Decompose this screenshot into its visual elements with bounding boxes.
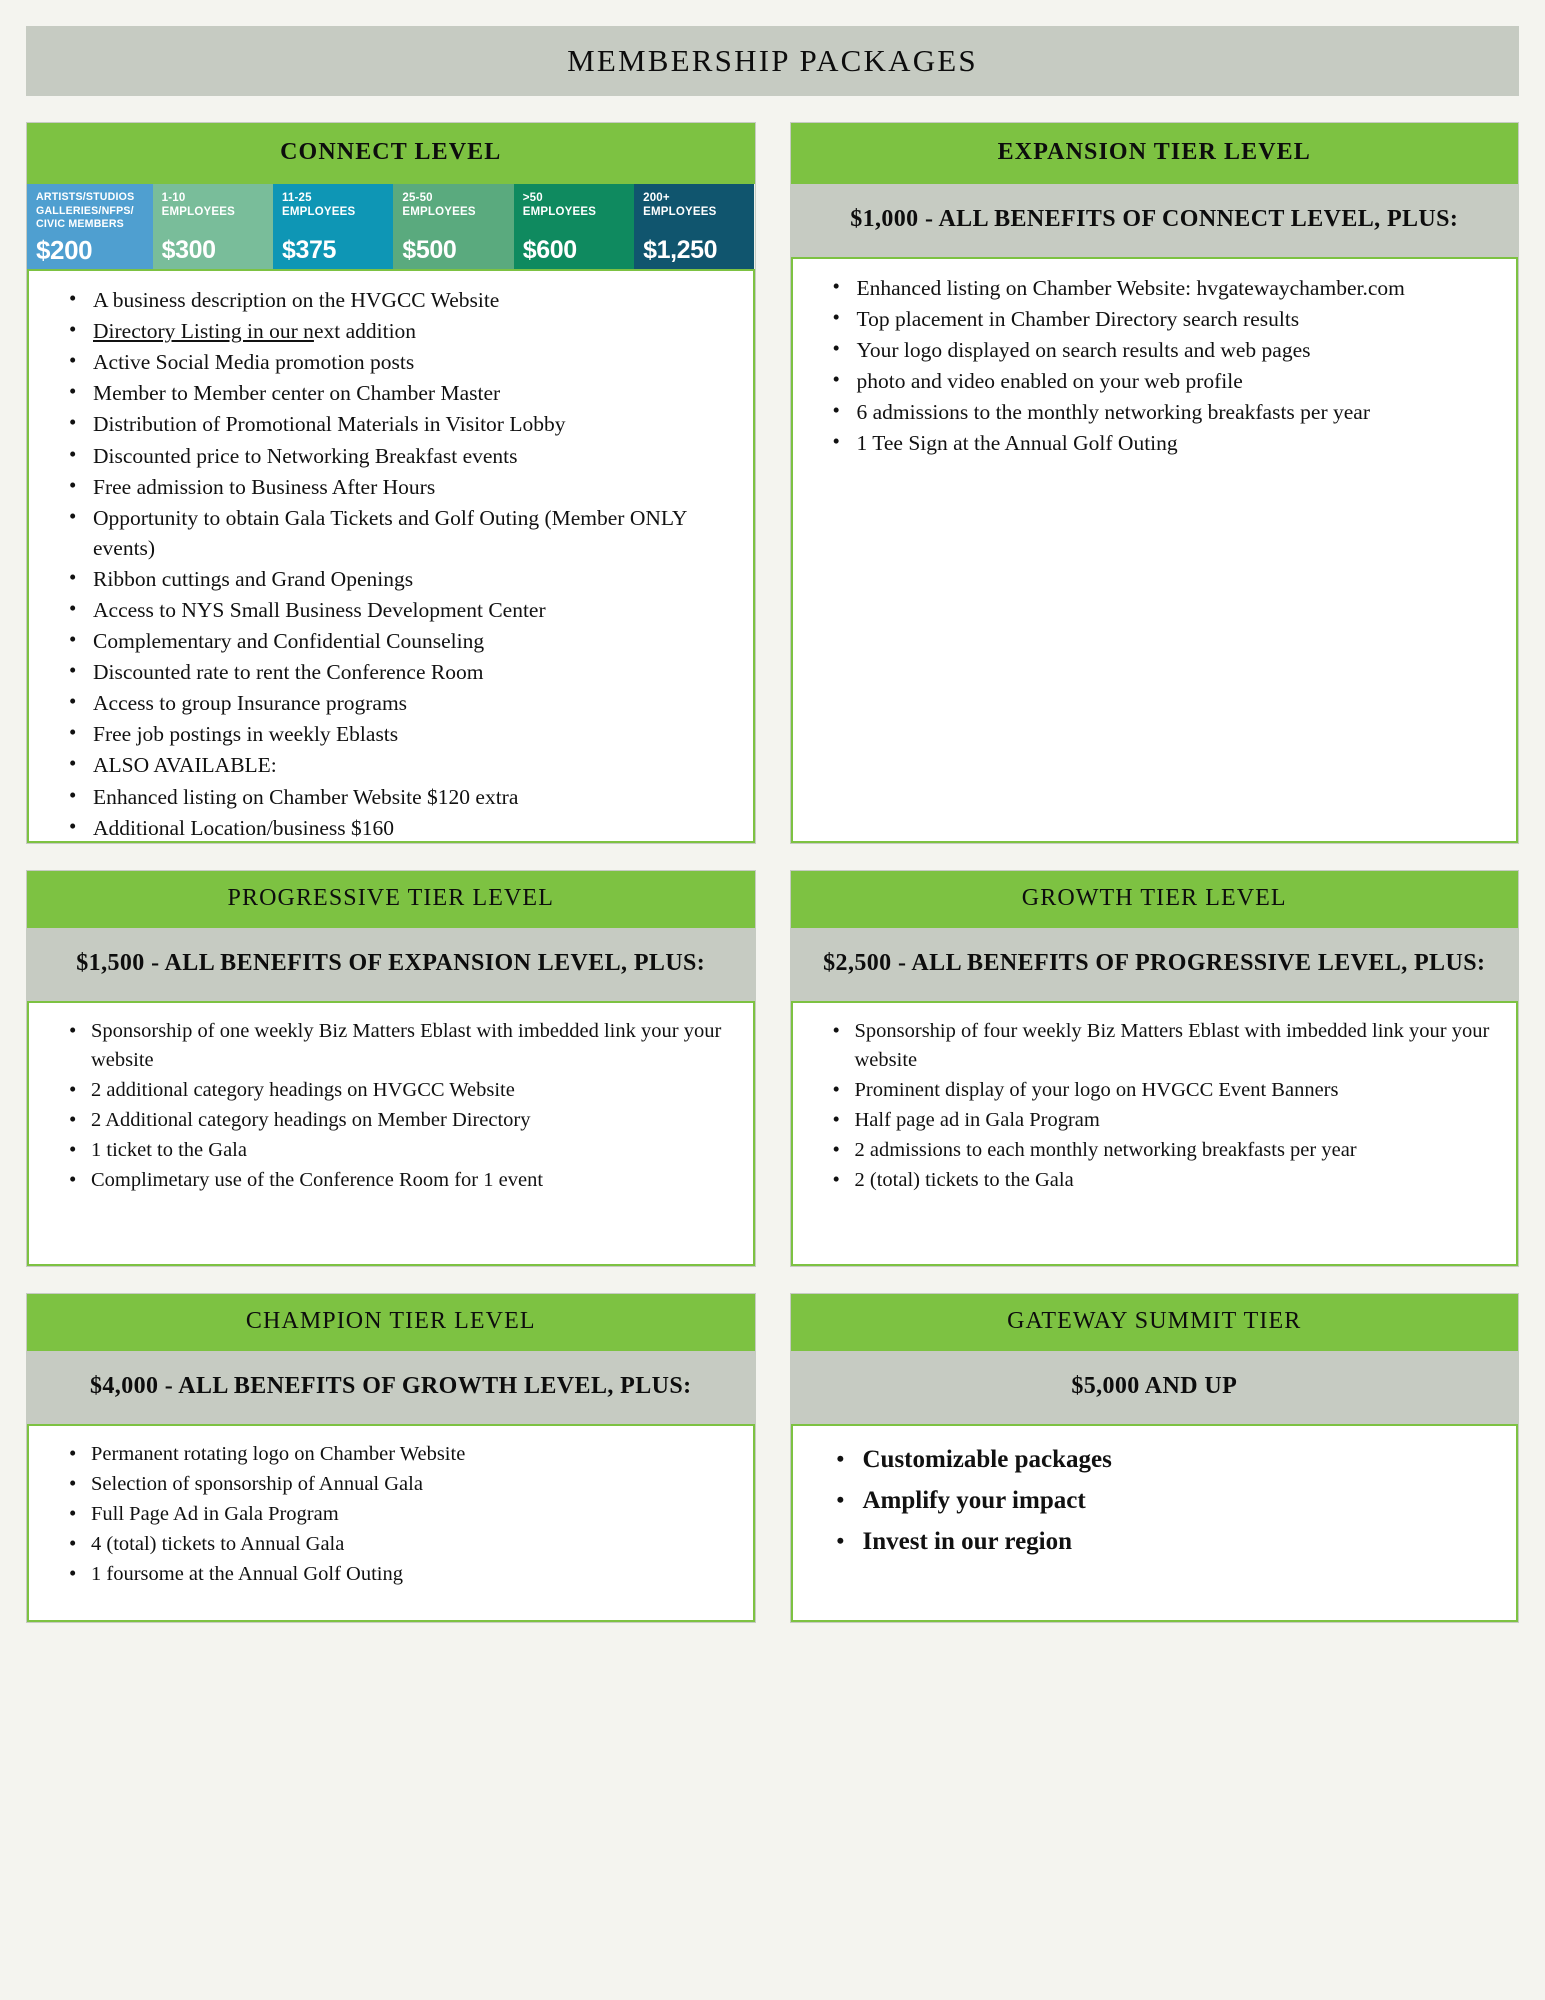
tier-header-label: GROWTH TIER LEVEL bbox=[1021, 885, 1287, 911]
tier-card-expansion bbox=[790, 122, 1520, 844]
tier-header-label: CHAMPION TIER LEVEL bbox=[245, 1308, 536, 1334]
benefit-item: • Sponsorship of four weekly Biz Matters Eblast with imbedded link your your website bbox=[811, 1017, 1499, 1075]
growth-price-line: $2,500 - ALL BENEFITS OF PROGRESSIVE LEVEL, PLUS: bbox=[791, 928, 1519, 1001]
benefit-item: • A business description on the HVGCC Website bbox=[47, 285, 735, 315]
tier-header-growth bbox=[791, 871, 1519, 928]
tier-header-label: CONNECT LEVEL bbox=[280, 139, 502, 165]
page-title-bar bbox=[26, 26, 1519, 96]
benefit-item: • Sponsorship of one weekly Biz Matters Eblast with imbedded link your your website bbox=[47, 1017, 735, 1075]
benefit-item: • Additional Location/business $160 bbox=[47, 813, 735, 843]
tier-card-grid bbox=[26, 122, 1519, 1623]
benefit-item: • 2 additional category headings on HVGCC Website bbox=[47, 1076, 735, 1105]
benefit-item: • Member to Member center on Chamber Master bbox=[47, 378, 735, 408]
tier-card-champion bbox=[26, 1293, 756, 1623]
tier-card-summit bbox=[790, 1293, 1520, 1623]
expansion-price-line: $1,000 - ALL BENEFITS OF CONNECT LEVEL, PLUS: bbox=[791, 184, 1519, 257]
benefit-item: • Complementary and Confidential Counseling bbox=[47, 626, 735, 656]
growth-benefits-body bbox=[791, 1001, 1519, 1266]
tier-header-label: EXPANSION TIER LEVEL bbox=[997, 139, 1311, 165]
champion-benefits-body bbox=[27, 1424, 755, 1622]
benefit-item: • Invest in our region bbox=[811, 1522, 1499, 1562]
benefit-item: • Free job postings in weekly Eblasts bbox=[47, 719, 735, 749]
price-tier-label: 11-25 EMPLOYEES bbox=[281, 192, 356, 219]
champion-benefits-list bbox=[47, 1440, 735, 1590]
benefit-item: • Customizable packages bbox=[811, 1440, 1499, 1480]
price-tier-amount: $1,250 bbox=[643, 236, 718, 265]
benefit-item: • Top placement in Chamber Directory search results bbox=[811, 304, 1499, 334]
benefit-item: • Distribution of Promotional Materials in Visitor Lobby bbox=[47, 409, 735, 439]
benefit-item: • Access to group Insurance programs bbox=[47, 688, 735, 718]
tier-header-champion bbox=[27, 1294, 755, 1351]
price-tier-cell bbox=[27, 184, 153, 269]
benefit-item: • Permanent rotating logo on Chamber Website bbox=[47, 1440, 735, 1469]
benefit-item: • 2 admissions to each monthly networking breakfasts per year bbox=[811, 1136, 1499, 1165]
benefit-item: • 1 foursome at the Annual Golf Outing bbox=[47, 1560, 735, 1589]
benefit-item: • Your logo displayed on search results and web pages bbox=[811, 335, 1499, 365]
tier-header-progressive bbox=[27, 871, 755, 928]
tier-header-summit bbox=[791, 1294, 1519, 1351]
benefit-item: • photo and video enabled on your web profile bbox=[811, 366, 1499, 396]
benefit-item: • 4 (total) tickets to Annual Gala bbox=[47, 1530, 735, 1559]
benefit-item: • 1 ticket to the Gala bbox=[47, 1136, 735, 1165]
price-tier-amount: $500 bbox=[402, 236, 457, 265]
benefit-item: • Ribbon cuttings and Grand Openings bbox=[47, 564, 735, 594]
benefit-item: • Half page ad in Gala Program bbox=[811, 1106, 1499, 1135]
progressive-benefits-body bbox=[27, 1001, 755, 1266]
tier-header-label: GATEWAY SUMMIT TIER bbox=[1007, 1308, 1302, 1334]
price-tier-amount: $300 bbox=[161, 236, 216, 265]
price-tier-label: ARTISTS/STUDIOS GALLERIES/NFPS/ CIVIC MEMBERS bbox=[36, 191, 135, 231]
benefit-item: • Free admission to Business After Hours bbox=[47, 472, 735, 502]
tier-card-connect bbox=[26, 122, 756, 844]
summit-benefits-list bbox=[811, 1440, 1499, 1562]
benefit-item: • 2 (total) tickets to the Gala bbox=[811, 1166, 1499, 1195]
benefit-item: • ALSO AVAILABLE: bbox=[47, 750, 735, 780]
benefit-item: • Access to NYS Small Business Development Center bbox=[47, 595, 735, 625]
benefit-item: • Opportunity to obtain Gala Tickets and Golf Outing (Member ONLY events) bbox=[47, 503, 735, 563]
price-tier-amount: $375 bbox=[281, 236, 336, 265]
benefit-item: • Complimetary use of the Conference Room for 1 event bbox=[47, 1166, 735, 1195]
benefit-item: • Discounted rate to rent the Conference Room bbox=[47, 657, 735, 687]
benefit-item: • 2 Additional category headings on Member Directory bbox=[47, 1106, 735, 1135]
benefit-item: • Active Social Media promotion posts bbox=[47, 347, 735, 377]
progressive-benefits-list bbox=[47, 1017, 735, 1196]
tier-header-expansion bbox=[791, 123, 1519, 184]
price-tier-label: 1-10 EMPLOYEES bbox=[161, 192, 235, 219]
benefit-item: • 1 Tee Sign at the Annual Golf Outing bbox=[811, 428, 1499, 458]
tier-card-progressive bbox=[26, 870, 756, 1267]
price-tier-cell bbox=[153, 184, 273, 269]
progressive-price-line: $1,500 - ALL BENEFITS OF EXPANSION LEVEL, PLUS: bbox=[27, 928, 755, 1001]
price-tier-cell bbox=[634, 184, 754, 269]
price-tier-cell bbox=[514, 184, 634, 269]
summit-benefits-body bbox=[791, 1424, 1519, 1622]
page-title: MEMBERSHIP PACKAGES bbox=[567, 43, 978, 78]
benefit-item: • Prominent display of your logo on HVGCC Event Banners bbox=[811, 1076, 1499, 1105]
champion-price-line: $4,000 - ALL BENEFITS OF GROWTH LEVEL, PLUS: bbox=[27, 1351, 755, 1424]
price-tier-label: 25-50 EMPLOYEES bbox=[402, 192, 476, 219]
benefit-item: • Amplify your impact bbox=[811, 1481, 1499, 1521]
price-tier-label: 200+ EMPLOYEES bbox=[643, 192, 717, 219]
summit-price-line: $5,000 AND UP bbox=[791, 1351, 1519, 1424]
tier-header-label: PROGRESSIVE TIER LEVEL bbox=[227, 885, 554, 911]
benefit-item: • Discounted price to Networking Breakfast events bbox=[47, 441, 735, 471]
benefit-item: • Enhanced listing on Chamber Website $120 extra bbox=[47, 782, 735, 812]
tier-header-connect bbox=[27, 123, 755, 184]
connect-benefits-list bbox=[47, 285, 735, 843]
benefit-item: • Directory Listing in our next addition bbox=[47, 316, 735, 346]
benefit-item: • Selection of sponsorship of Annual Gala bbox=[47, 1470, 735, 1499]
expansion-benefits-body bbox=[791, 257, 1519, 843]
price-tier-amount: $200 bbox=[36, 235, 93, 266]
benefit-item: • 6 admissions to the monthly networking breakfasts per year bbox=[811, 397, 1499, 427]
expansion-benefits-list bbox=[811, 273, 1499, 459]
benefit-item: • Full Page Ad in Gala Program bbox=[47, 1500, 735, 1529]
price-tier-label: >50 EMPLOYEES bbox=[522, 192, 597, 219]
connect-price-strip bbox=[27, 184, 755, 269]
benefit-item: • Enhanced listing on Chamber Website: hvgatewaychamber.com bbox=[811, 273, 1499, 303]
growth-benefits-list bbox=[811, 1017, 1499, 1196]
price-tier-cell bbox=[273, 184, 393, 269]
tier-card-growth bbox=[790, 870, 1520, 1267]
price-tier-cell bbox=[393, 184, 513, 269]
price-tier-amount: $600 bbox=[522, 236, 577, 265]
connect-benefits-body bbox=[27, 269, 755, 843]
